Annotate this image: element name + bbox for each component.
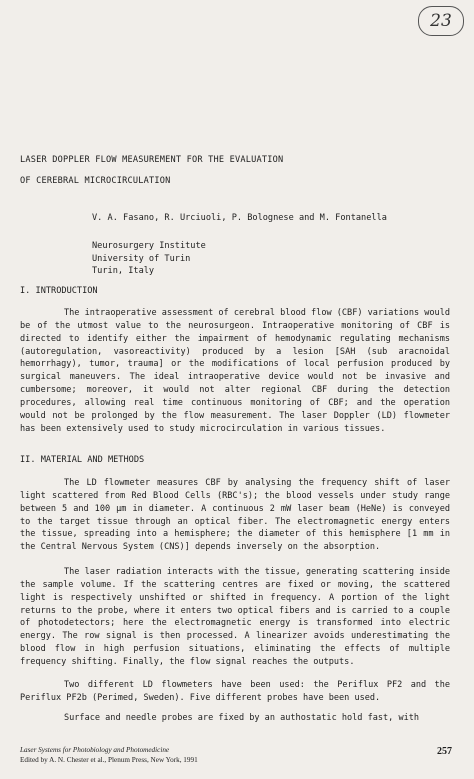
affiliation-line: Turin, Italy xyxy=(92,266,155,276)
methods-text-3: Two different LD flowmeters have been used: the Periflux PF2 and the Periflux PF2b (Perimed, Sweden). Five different probes have been used. xyxy=(20,680,450,703)
affiliation-line: University of Turin xyxy=(92,253,191,264)
methods-text-1: The LD flowmeter measures CBF by analysing the frequency shift of laser light scattered from Red Blood Cells (RBC's); the blood vessels under study range between 5 and 100 µm in diameter. A continuous 2 mW laser beam (HeNe) is conveyed to the target tissue through an optical fiber. The electromagnetic energy enters the tissue, spreading into a hemisphere; the diameter of this hemisphere [1 mm in the Central Nervous System (CNS)] depends inversely on the absorption. xyxy=(20,478,450,553)
methods-paragraph-1 xyxy=(20,477,450,554)
intro-heading: I. INTRODUCTION xyxy=(20,286,98,296)
authors: V. A. Fasano, R. Urciuoli, P. Bolognese and M. Fontanella xyxy=(92,213,387,223)
methods-text-4: Surface and needle probes are fixed by an authostatic hold fast, with xyxy=(64,713,420,723)
methods-paragraph-3 xyxy=(20,679,450,705)
footer-citation xyxy=(20,746,198,765)
intro-paragraph xyxy=(20,307,450,435)
methods-heading: II. MATERIAL AND METHODS xyxy=(20,455,145,465)
methods-text-2: The laser radiation interacts with the tissue, generating scattering inside the sample volume. If the scattering centres are fixed or moving, the scattered light is respectively unshifted or shifted in frequency. A portion of the light returns to the probe, where it enters two optical fibers and is carried to a couple of photodetectors; here the electromagnetic energy is transformed into electric energy. The row signal is then processed. A linearizer avoids underestimating the blood flow in high perfusion situations, eliminating the effects of multiple frequency shifting. Finally, the flow signal reaches the outputs. xyxy=(20,567,450,667)
handwritten-page-annotation: 23 xyxy=(418,6,464,36)
methods-paragraph-2 xyxy=(20,566,450,669)
page-number: 257 xyxy=(437,746,452,757)
affiliation-line: Neurosurgery Institute xyxy=(92,241,206,251)
edited-by: Edited by A. N. Chester et al., Plenum Press, New York, 1991 xyxy=(20,755,198,764)
methods-paragraph-4 xyxy=(20,712,450,725)
title-line-1: LASER DOPPLER FLOW MEASUREMENT FOR THE EVALUATION xyxy=(20,155,284,165)
paper-title xyxy=(20,155,283,186)
intro-text: The intraoperative assessment of cerebral blood flow (CBF) variations would be of the utmost value to the neurosurgeon. Intraoperative monitoring of CBF is directed to identify either the impairment of hemodynamic regulating mechanisms (autoregulation, vasoreactivity) produced by a lesion [SAH (sub aracnoidal hemorrhagy), tumor, trauma] or the modifications of local perfusion produced by surgical maneuvers. The ideal intraoperative device would not be invasive and cumbersome; moreover, it would not alter regional CBF during the detection procedures, allowing real time continuous monitoring of CBF; and the operation would not be prolonged by the flow measurement. The laser Doppler (LD) flowmeter has been extensively used to study microcirculation in various tissues. xyxy=(20,308,450,434)
title-line-2: OF CEREBRAL MICROCIRCULATION xyxy=(20,176,171,186)
book-title: Laser Systems for Photobiology and Photomedicine xyxy=(20,746,170,754)
affiliation xyxy=(92,240,206,278)
